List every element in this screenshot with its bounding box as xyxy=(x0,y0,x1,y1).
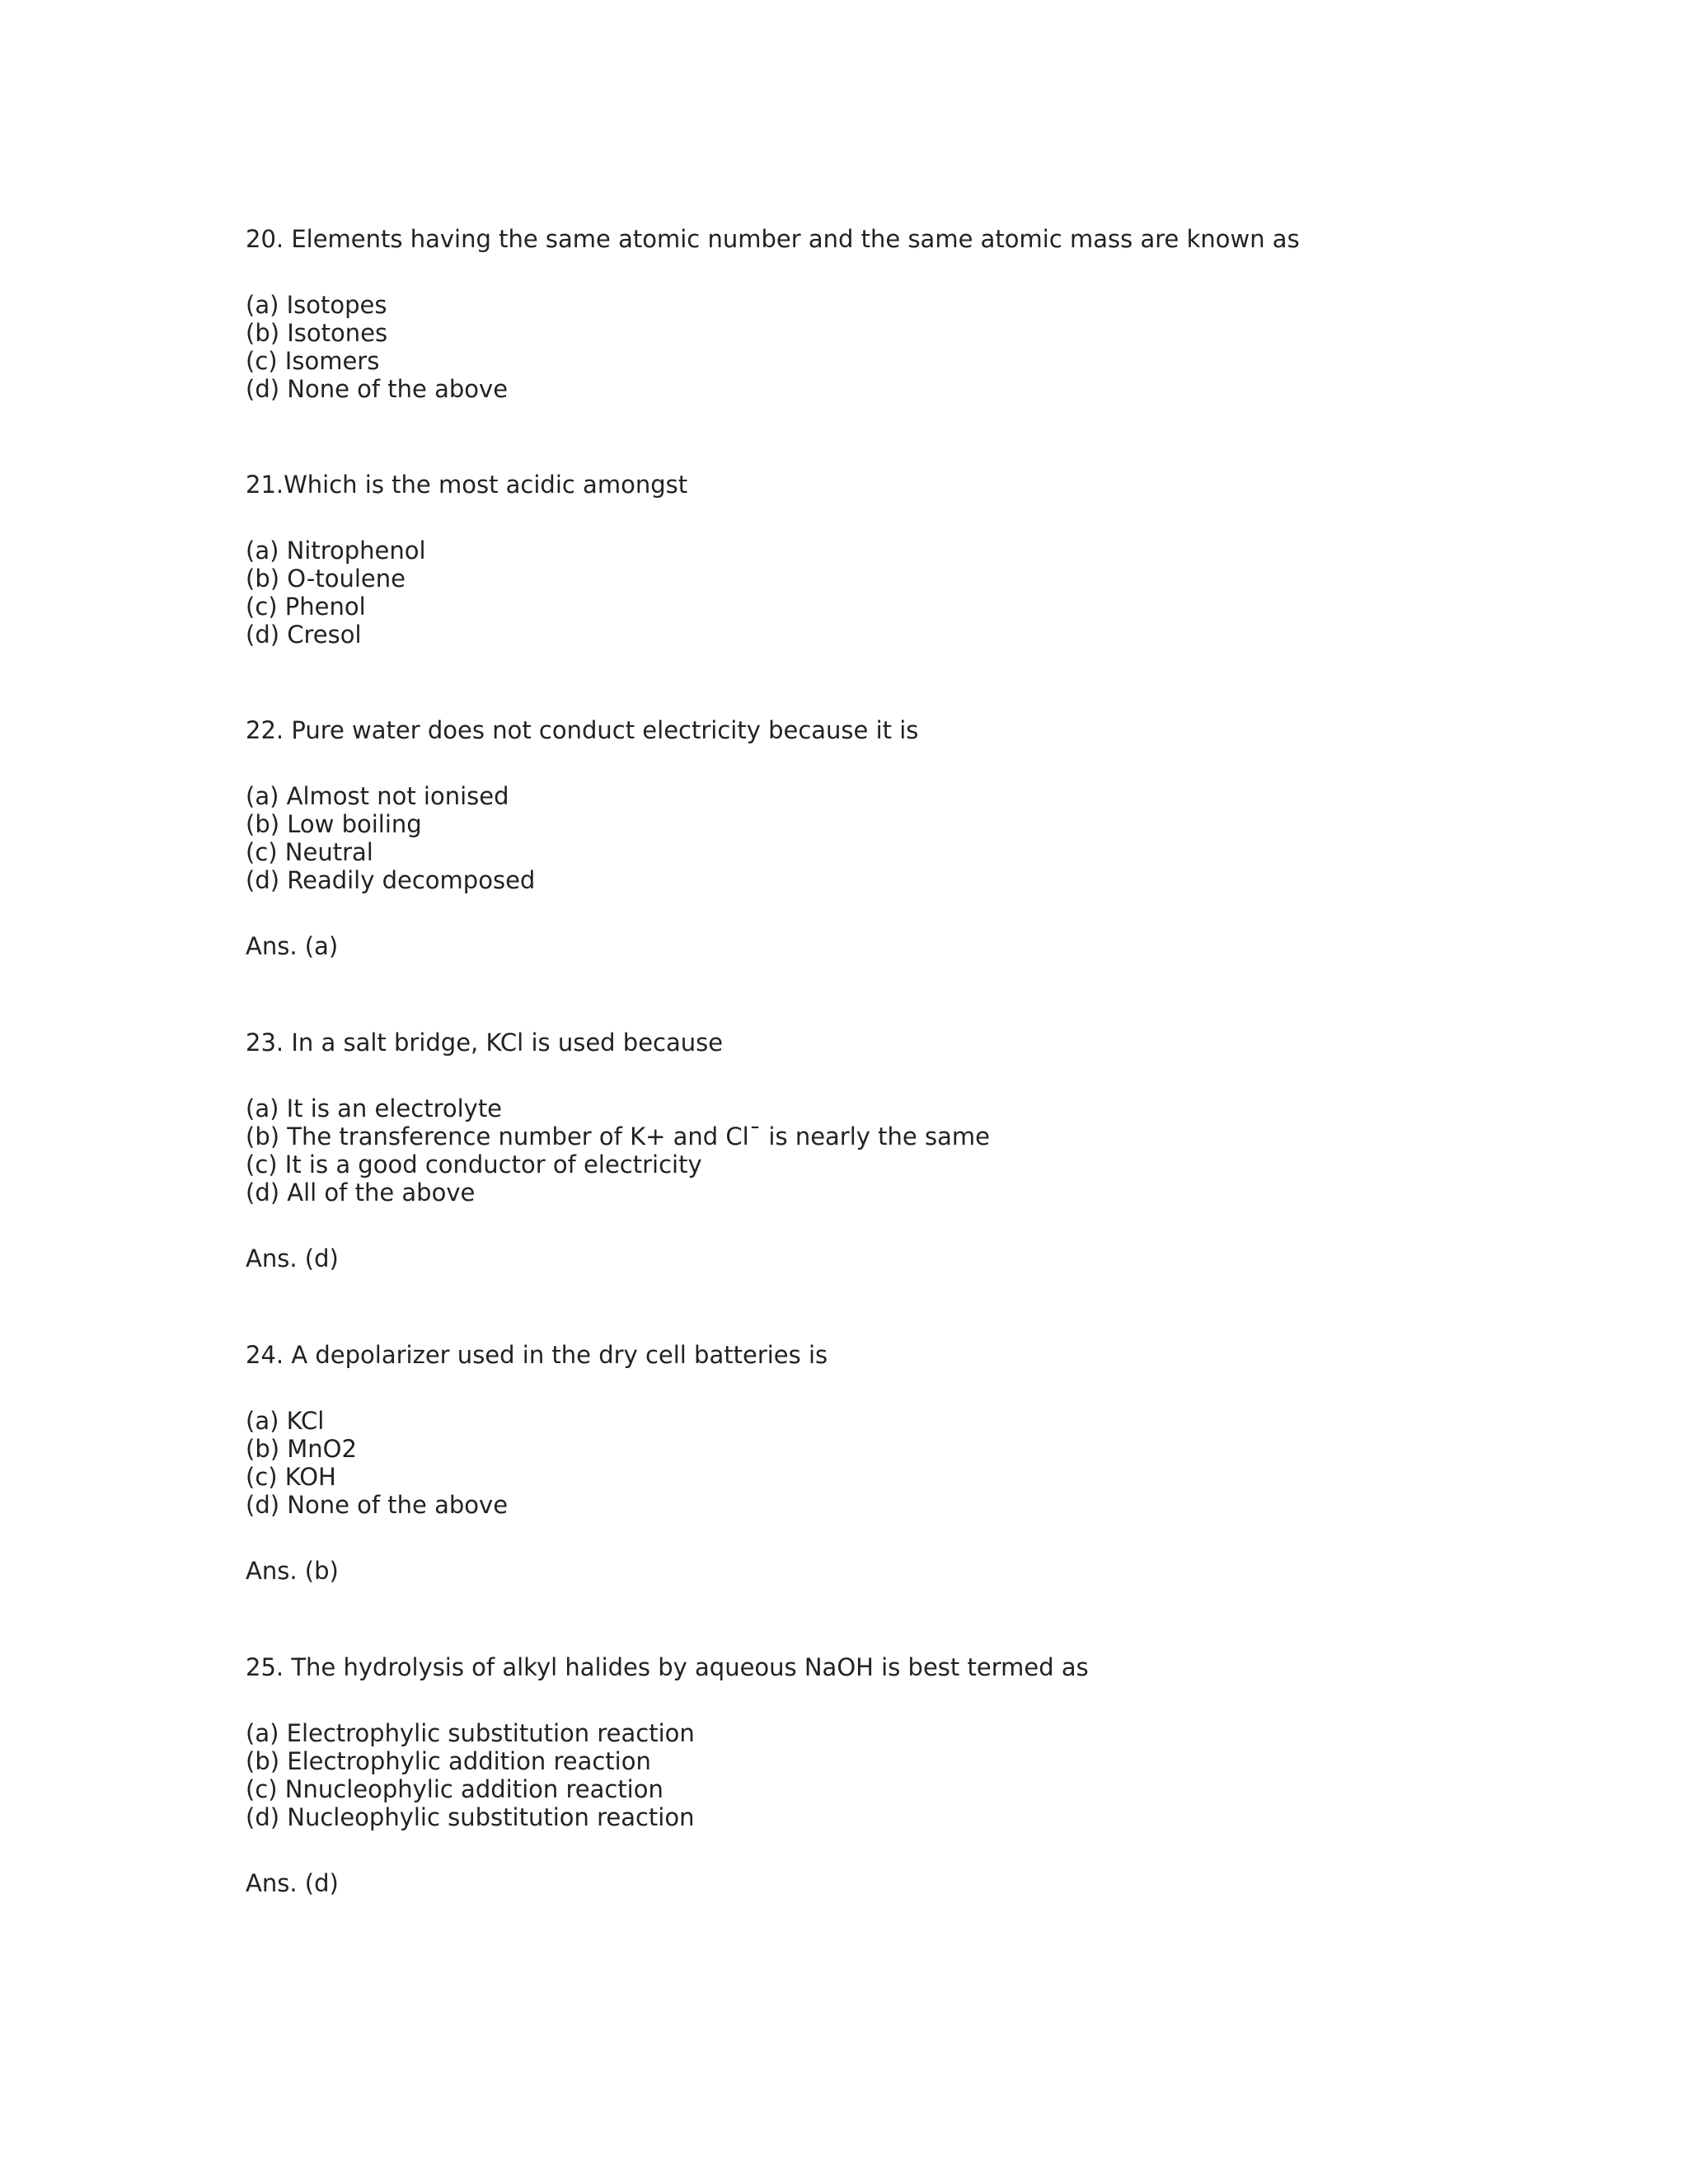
question-text: 22. Pure water does not conduct electricity because it is xyxy=(246,716,919,744)
option-b: (b) Electrophylic addition reaction xyxy=(246,1747,651,1775)
option-list xyxy=(246,1719,1606,1831)
question-text: 25. The hydrolysis of alkyl halides by aqueous NaOH is best termed as xyxy=(246,1653,1089,1681)
option-c: (c) Isomers xyxy=(246,347,380,375)
question-text: 21.Which is the most acidic amongst xyxy=(246,471,688,499)
option-b: (b) MnO2 xyxy=(246,1435,357,1463)
question-21 xyxy=(246,471,1606,649)
option-b: (b) Low boiling xyxy=(246,810,422,838)
question-24 xyxy=(246,1341,1606,1585)
question-23 xyxy=(246,1029,1606,1272)
question-text: 23. In a salt bridge, KCl is used because xyxy=(246,1029,724,1057)
question-25 xyxy=(246,1653,1606,1897)
option-d: (d) Readily decomposed xyxy=(246,866,536,894)
answer-label: Ans. (d) xyxy=(246,1244,339,1272)
option-d: (d) None of the above xyxy=(246,1491,509,1519)
option-d: (d) All of the above xyxy=(246,1179,476,1207)
option-d: (d) None of the above xyxy=(246,375,509,403)
option-c: (c) Phenol xyxy=(246,593,366,621)
option-d: (d) Cresol xyxy=(246,621,362,649)
option-list xyxy=(246,1094,1606,1207)
option-a: (a) Almost not ionised xyxy=(246,782,509,810)
answer-label: Ans. (a) xyxy=(246,932,339,960)
question-text: 20. Elements having the same atomic number and the same atomic mass are known as xyxy=(246,225,1300,253)
option-b: (b) The transference number of K+ and Cl¯ is nearly the same xyxy=(246,1122,990,1151)
option-c: (c) KOH xyxy=(246,1463,336,1491)
option-b: (b) Isotones xyxy=(246,319,388,347)
option-list xyxy=(246,537,1606,649)
option-a: (a) Electrophylic substitution reaction xyxy=(246,1719,695,1747)
option-a: (a) KCl xyxy=(246,1407,325,1435)
option-c: (c) Nnucleophylic addition reaction xyxy=(246,1775,663,1803)
option-a: (a) It is an electrolyte xyxy=(246,1094,503,1122)
option-b: (b) O-toulene xyxy=(246,565,406,593)
question-text: 24. A depolarizer used in the dry cell batteries is xyxy=(246,1341,828,1369)
option-list xyxy=(246,1407,1606,1519)
option-c: (c) It is a good conductor of electricity xyxy=(246,1151,702,1179)
option-a: (a) Isotopes xyxy=(246,291,387,319)
answer-label: Ans. (d) xyxy=(246,1869,339,1897)
question-20 xyxy=(246,225,1606,403)
option-c: (c) Neutral xyxy=(246,838,373,866)
question-22 xyxy=(246,716,1606,960)
option-a: (a) Nitrophenol xyxy=(246,537,426,565)
option-list xyxy=(246,782,1606,894)
answer-label: Ans. (b) xyxy=(246,1557,339,1585)
option-list xyxy=(246,291,1606,403)
option-d: (d) Nucleophylic substitution reaction xyxy=(246,1803,695,1831)
